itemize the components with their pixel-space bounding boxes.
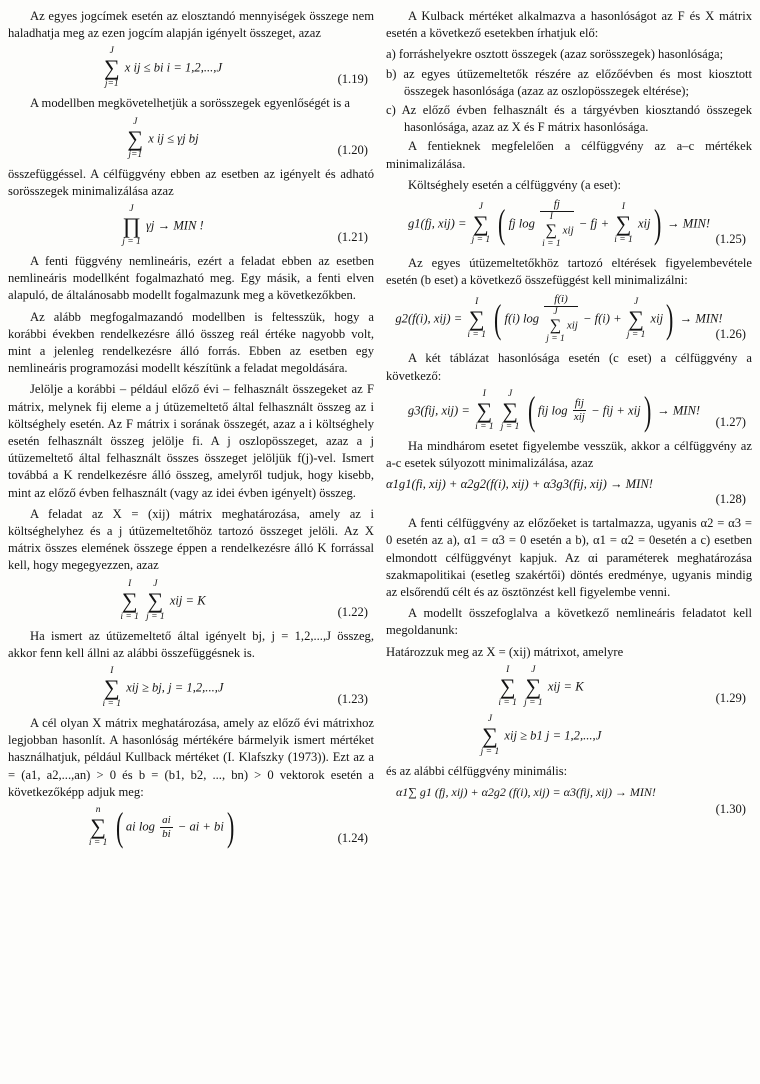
list-item: b) az egyes útüzemeltetők részére az előzőévben és most kiosztott összegek hasonlósága (azaz az oszlopösszegek eltérése); (386, 66, 752, 98)
equation-1-30: α1∑ g1 (fj, xij) + α2g2 (f(i), xij) = α3(fij, xij) → MIN! (1.30) (396, 785, 746, 817)
equation-number: (1.21) (337, 230, 368, 245)
equation-1-27: g3(fij, xij) = I ∑ i = 1 J ∑ j = 1 ( fij log $\frac{\text{fij}}{\text{xij}}$ − fij + xij) → MIN! (1.27) (407, 387, 746, 433)
equation-1-19: J ∑ j=1 x ij ≤ bi i = 1,2,...,J (1.19) (103, 46, 368, 90)
equation-number: (1.26) (715, 327, 746, 342)
equation-number: (1.24) (337, 831, 368, 846)
equation-1-25: g1(fj, xij) = J ∑ j = 1 ( fj log fj I ∑ i = 1 xij − fj + I ∑ i = 1 xij) → MIN! (1.25) (407, 198, 746, 250)
equation-1-22: I ∑ i = 1 J ∑ j = 1 xij = K (1.22) (120, 578, 368, 622)
equation-1-21: J ∏ j = 1 γj → MIN ! (1.21) (122, 204, 368, 248)
equation-number: (1.25) (715, 232, 746, 247)
right-column (386, 8, 752, 825)
paragraph: A cél olyan X mátrix meghatározása, amely az előző évi mátrixhoz legjobban hasonlít. A hasonlóság mértékére bármelyik ismert mértéket használhatjuk, például Kullback mértéket (I. Klafszky (1973)). Ezt az a = (a1, a2,...,an) > 0 és b = (b1, b2, ..., bn) > 0 vektorok esetén a következőképp adjuk meg: (8, 716, 374, 799)
equation-1-28: α1g1(fi, xij) + α2g2(f(i), xij) + α3g3(fij, xij) → MIN! (1.28) (386, 477, 746, 507)
paragraph: Határozzuk meg az X = (xij) mátrixot, amelyre (386, 644, 624, 659)
paragraph: A fenti célfüggvény az előzőeket is tartalmazza, ugyanis α2 = α3 = 0 esetén az a), α1 = α3 = 0 esetén a b), α1 = α2 = 0esetén a c) esetben elmondott célfüggvényt kapjuk. Az αi paraméterek meghatározása szakmapolitikai (esetleg szakértői) döntés eredménye, ugyanis mindig az elsőrendű célt és az ösztönzést kell figyelembe venni. (386, 516, 752, 600)
equation-1-20: J ∑ j=1 x ij ≤ γj bj (1.20) (127, 116, 368, 160)
paragraph: A fenti függvény nemlineáris, ezért a feladat ebben az esetben nemlineáris modellként fogalmazható meg. Egy másik, a fenti elven alapuló, de általánosabb modellt fogalmazunk meg a következőkben. (8, 254, 374, 303)
equation-1-24: n ∑ i = 1 ( ai log $\frac{ai}{bi}$ − ai + bi) (1.24) (88, 804, 368, 850)
equation-number: (1.20) (337, 142, 368, 157)
paragraph: A modellben megkövetelhetjük a sorösszegek egyenlőségét is a (30, 96, 351, 111)
left-column (8, 8, 374, 854)
equation-number: (1.27) (715, 414, 746, 429)
paragraph: Az alább megfogalmazandó modellben is feltesszük, hogy a korábbi években rendelkezésre álló összeg reál értéke nagyobb volt, mint a jelenleg rendelkezésre álló forrás. Ebben az esetben egy nemlineáris programozási modellt készítünk a feladat megoldására. (8, 309, 374, 376)
paragraph: Ha ismert az útüzemeltető által igényelt bj, j = 1,2,...,J összeg, akkor fenn kell állni az alábbi összefüggésnek is. (8, 628, 374, 660)
paragraph: A két táblázat hasonlósága esetén (c eset) a célfüggvény a következő: (386, 351, 752, 383)
paragraph: A modellt összefoglalva a következő nemlineáris feladatot kell megoldanunk: (386, 606, 752, 638)
sum-symbol: J ∑ j=1 (103, 46, 120, 90)
equation-number: (1.28) (715, 492, 746, 507)
equation-number: (1.19) (337, 72, 368, 87)
equation-number: (1.22) (337, 604, 368, 619)
list-item: a) forráshelyekre osztott összegek (azaz sorösszegek) hasonlósága; (386, 47, 724, 62)
paragraph: Jelölje a korábbi – például előző évi – felhasznált összegeket az F mátrix, melynek fij eleme a j útüzemeltető által felhasznált összeg az i költséghely esetén. Az F mátrix i sorának összegét, azaz a i költséghely esetén felhasznált összeg jelölje fi. A j oszlopösszeget, azaz a j útüzemeltető által felhasznált összes összeget jelöljük f(j)-vel. Ismert továbbá a K rendelkezésre álló összeg, amelyről tudjuk, hogy kisebb, mint az előző évben felhasznált (vagy az idei évben igényelt) összeg. (8, 382, 374, 500)
paragraph: A fentieknek megfelelően a célfüggvény az a–c mértékek minimalizálása. (386, 139, 752, 171)
paragraph: A Kulback mértéket alkalmazva a hasonlóságot az F és X mátrix esetén a következő esetekben írhatjuk elő: (386, 9, 752, 41)
paragraph: A feladat az X = (xij) mátrix meghatározása, amely az i költséghelyhez és a j útüzemeltetőhöz tartozó összeget jelöli. Az X mátrix összes elemének összege éppen a rendelkezésre álló K forrással kell, hogy megegyezzen, azaz (8, 506, 374, 573)
paragraph: Költséghely esetén a célfüggvény (a eset): (408, 177, 621, 192)
paragraph: és az alábbi célfüggvény minimális: (386, 763, 568, 778)
paragraph: Az egyes jogcímek esetén az elosztandó mennyiségek összege nem haladhatja meg az ezen jogcím alapján igényelt összeget, azaz (8, 9, 374, 41)
paragraph: Ha mindhárom esetet figyelembe vesszük, akkor a célfüggvény az a-c esetek súlyozott minimalizálása, azaz (386, 438, 752, 471)
paragraph: összefüggéssel. A célfüggvény ebben az esetben az igényelt és adható sorösszegek minimalizálása azaz (8, 166, 374, 198)
list-item: c) Az előző évben felhasznált és a tárgyévben kiosztandó összegek hasonlósága, azaz az X és F mátrix hasonlósága. (386, 103, 752, 135)
equation-number: (1.23) (337, 692, 368, 707)
equation-1-29-constraint: J ∑ j = 1 xij ≥ b1 j = 1,2,...,J (480, 713, 602, 757)
equation-1-29: I ∑ i = 1 J ∑ j = 1 xij = K (1.29) (498, 664, 746, 708)
equation-1-26: g2(f(i), xij) = I ∑ i = 1 ( f(i) log f(i) J ∑ j = 1 xij − f(i) + J ∑ j = 1 xij) → MIN! (1.26) (395, 293, 746, 345)
equation-1-23: I ∑ i = 1 xij ≥ bj, j = 1,2,...,J (1.23) (102, 666, 368, 710)
equation-number: (1.29) (715, 690, 746, 705)
paragraph: Az egyes útüzemeltetőkhöz tartozó eltérések figyelembevétele esetén (b eset) a következő összefüggést kell minimalizálni: (386, 256, 752, 288)
equation-number: (1.30) (715, 802, 746, 817)
